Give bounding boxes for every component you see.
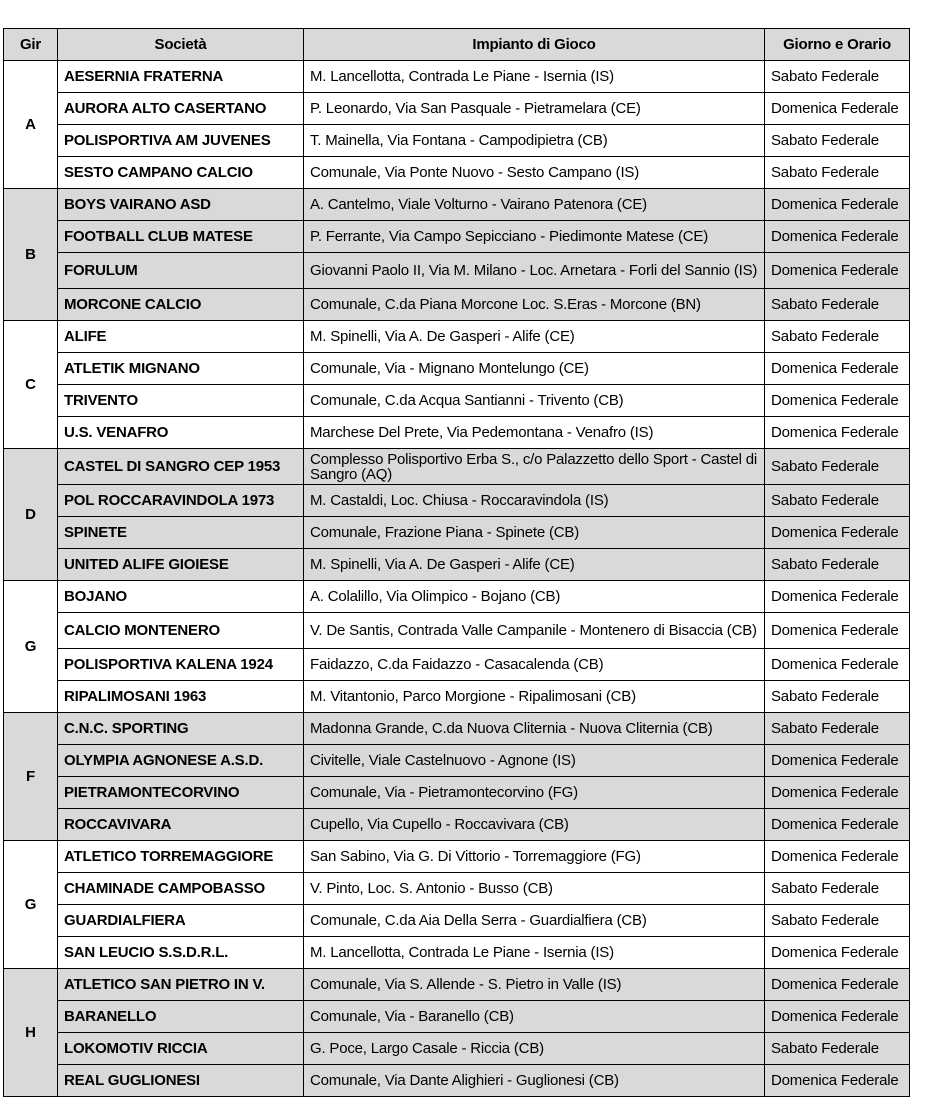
club-name: U.S. VENAFRO bbox=[58, 417, 304, 449]
venue-cell: Cupello, Via Cupello - Roccavivara (CB) bbox=[304, 809, 765, 841]
club-name: ALIFE bbox=[58, 321, 304, 353]
venue-cell: A. Colalillo, Via Olimpico - Bojano (CB) bbox=[304, 581, 765, 613]
venue-cell: M. Lancellotta, Contrada Le Piane - Isernia (IS) bbox=[304, 61, 765, 93]
venue-cell: Comunale, Via - Mignano Montelungo (CE) bbox=[304, 353, 765, 385]
club-name: BOYS VAIRANO ASD bbox=[58, 189, 304, 221]
club-name: SPINETE bbox=[58, 517, 304, 549]
match-day-cell: Domenica Federale bbox=[765, 777, 910, 809]
table-row bbox=[4, 613, 910, 649]
venue-cell: Comunale, Via - Pietramontecorvino (FG) bbox=[304, 777, 765, 809]
table-row bbox=[4, 157, 910, 189]
table-row bbox=[4, 649, 910, 681]
club-name: UNITED ALIFE GIOIESE bbox=[58, 549, 304, 581]
match-day-cell: Sabato Federale bbox=[765, 485, 910, 517]
table-row bbox=[4, 253, 910, 289]
match-day-cell: Sabato Federale bbox=[765, 905, 910, 937]
table-row bbox=[4, 289, 910, 321]
table-row bbox=[4, 385, 910, 417]
table-row bbox=[4, 581, 910, 613]
clubs-table bbox=[3, 28, 910, 1097]
venue-cell: Civitelle, Viale Castelnuovo - Agnone (IS) bbox=[304, 745, 765, 777]
venue-cell: Marchese Del Prete, Via Pedemontana - Venafro (IS) bbox=[304, 417, 765, 449]
club-name: PIETRAMONTECORVINO bbox=[58, 777, 304, 809]
table-row bbox=[4, 517, 910, 549]
table-row bbox=[4, 321, 910, 353]
venue-cell: Comunale, C.da Piana Morcone Loc. S.Eras - Morcone (BN) bbox=[304, 289, 765, 321]
venue-cell: Faidazzo, C.da Faidazzo - Casacalenda (CB) bbox=[304, 649, 765, 681]
club-name: GUARDIALFIERA bbox=[58, 905, 304, 937]
table-row bbox=[4, 61, 910, 93]
club-name: FOOTBALL CLUB MATESE bbox=[58, 221, 304, 253]
table-header-row bbox=[4, 29, 910, 61]
header-societa: Società bbox=[58, 29, 304, 61]
venue-cell: P. Ferrante, Via Campo Sepicciano - Piedimonte Matese (CE) bbox=[304, 221, 765, 253]
venue-cell: M. Castaldi, Loc. Chiusa - Roccaravindola (IS) bbox=[304, 485, 765, 517]
club-name: MORCONE CALCIO bbox=[58, 289, 304, 321]
table-row bbox=[4, 417, 910, 449]
club-name: RIPALIMOSANI 1963 bbox=[58, 681, 304, 713]
venue-cell: V. Pinto, Loc. S. Antonio - Busso (CB) bbox=[304, 873, 765, 905]
header-impianto: Impianto di Gioco bbox=[304, 29, 765, 61]
club-name: ATLETICO TORREMAGGIORE bbox=[58, 841, 304, 873]
match-day-cell: Sabato Federale bbox=[765, 681, 910, 713]
venue-cell: Madonna Grande, C.da Nuova Cliternia - Nuova Cliternia (CB) bbox=[304, 713, 765, 745]
club-name: SESTO CAMPANO CALCIO bbox=[58, 157, 304, 189]
group-label: G bbox=[4, 581, 58, 713]
club-name: OLYMPIA AGNONESE A.S.D. bbox=[58, 745, 304, 777]
match-day-cell: Domenica Federale bbox=[765, 385, 910, 417]
club-name: BOJANO bbox=[58, 581, 304, 613]
venue-cell: V. De Santis, Contrada Valle Campanile - Montenero di Bisaccia (CB) bbox=[304, 613, 765, 649]
venue-cell: Complesso Polisportivo Erba S., c/o Palazzetto dello Sport - Castel di Sangro (AQ) bbox=[304, 449, 765, 485]
match-day-cell: Domenica Federale bbox=[765, 517, 910, 549]
group-label: F bbox=[4, 713, 58, 841]
table-row bbox=[4, 905, 910, 937]
venue-cell: San Sabino, Via G. Di Vittorio - Torremaggiore (FG) bbox=[304, 841, 765, 873]
venue-cell: M. Lancellotta, Contrada Le Piane - Isernia (IS) bbox=[304, 937, 765, 969]
table-row bbox=[4, 809, 910, 841]
venue-cell: Comunale, Via Dante Alighieri - Guglionesi (CB) bbox=[304, 1065, 765, 1097]
club-name: CALCIO MONTENERO bbox=[58, 613, 304, 649]
match-day-cell: Domenica Federale bbox=[765, 649, 910, 681]
table-row bbox=[4, 485, 910, 517]
table-row bbox=[4, 873, 910, 905]
club-name: C.N.C. SPORTING bbox=[58, 713, 304, 745]
match-day-cell: Domenica Federale bbox=[765, 1065, 910, 1097]
club-name: SAN LEUCIO S.S.D.R.L. bbox=[58, 937, 304, 969]
table-row bbox=[4, 937, 910, 969]
club-name: ATLETIK MIGNANO bbox=[58, 353, 304, 385]
club-name: ATLETICO SAN PIETRO IN V. bbox=[58, 969, 304, 1001]
table-row bbox=[4, 713, 910, 745]
match-day-cell: Domenica Federale bbox=[765, 937, 910, 969]
header-gir: Gir bbox=[4, 29, 58, 61]
table-row bbox=[4, 745, 910, 777]
venue-cell: Comunale, C.da Aia Della Serra - Guardialfiera (CB) bbox=[304, 905, 765, 937]
match-day-cell: Domenica Federale bbox=[765, 221, 910, 253]
table-row bbox=[4, 221, 910, 253]
club-name: AESERNIA FRATERNA bbox=[58, 61, 304, 93]
venue-cell: P. Leonardo, Via San Pasquale - Pietramelara (CE) bbox=[304, 93, 765, 125]
match-day-cell: Domenica Federale bbox=[765, 353, 910, 385]
venue-cell: Giovanni Paolo II, Via M. Milano - Loc. Arnetara - Forli del Sannio (IS) bbox=[304, 253, 765, 289]
table-row bbox=[4, 93, 910, 125]
club-name: TRIVENTO bbox=[58, 385, 304, 417]
match-day-cell: Domenica Federale bbox=[765, 613, 910, 649]
venue-cell: Comunale, Via S. Allende - S. Pietro in Valle (IS) bbox=[304, 969, 765, 1001]
match-day-cell: Sabato Federale bbox=[765, 321, 910, 353]
venue-cell: Comunale, Frazione Piana - Spinete (CB) bbox=[304, 517, 765, 549]
match-day-cell: Domenica Federale bbox=[765, 1001, 910, 1033]
club-name: CASTEL DI SANGRO CEP 1953 bbox=[58, 449, 304, 485]
match-day-cell: Sabato Federale bbox=[765, 1033, 910, 1065]
match-day-cell: Sabato Federale bbox=[765, 449, 910, 485]
venue-cell: M. Vitantonio, Parco Morgione - Ripalimosani (CB) bbox=[304, 681, 765, 713]
club-name: BARANELLO bbox=[58, 1001, 304, 1033]
match-day-cell: Sabato Federale bbox=[765, 289, 910, 321]
table-row bbox=[4, 1065, 910, 1097]
venue-cell: G. Poce, Largo Casale - Riccia (CB) bbox=[304, 1033, 765, 1065]
table-row bbox=[4, 777, 910, 809]
table-row bbox=[4, 549, 910, 581]
header-giorno: Giorno e Orario bbox=[765, 29, 910, 61]
venue-cell: A. Cantelmo, Viale Volturno - Vairano Patenora (CE) bbox=[304, 189, 765, 221]
table-row bbox=[4, 449, 910, 485]
match-day-cell: Domenica Federale bbox=[765, 969, 910, 1001]
table-body bbox=[4, 61, 910, 1097]
venue-cell: T. Mainella, Via Fontana - Campodipietra (CB) bbox=[304, 125, 765, 157]
club-name: FORULUM bbox=[58, 253, 304, 289]
venue-cell: Comunale, Via Ponte Nuovo - Sesto Campano (IS) bbox=[304, 157, 765, 189]
match-day-cell: Domenica Federale bbox=[765, 841, 910, 873]
venue-cell: M. Spinelli, Via A. De Gasperi - Alife (CE) bbox=[304, 321, 765, 353]
table-row bbox=[4, 125, 910, 157]
match-day-cell: Domenica Federale bbox=[765, 809, 910, 841]
club-name: POLISPORTIVA KALENA 1924 bbox=[58, 649, 304, 681]
table-row bbox=[4, 1033, 910, 1065]
table-row bbox=[4, 1001, 910, 1033]
match-day-cell: Sabato Federale bbox=[765, 873, 910, 905]
match-day-cell: Sabato Federale bbox=[765, 157, 910, 189]
match-day-cell: Sabato Federale bbox=[765, 61, 910, 93]
table-row bbox=[4, 969, 910, 1001]
venue-cell: Comunale, Via - Baranello (CB) bbox=[304, 1001, 765, 1033]
match-day-cell: Domenica Federale bbox=[765, 581, 910, 613]
match-day-cell: Sabato Federale bbox=[765, 125, 910, 157]
match-day-cell: Domenica Federale bbox=[765, 417, 910, 449]
match-day-cell: Domenica Federale bbox=[765, 189, 910, 221]
club-name: CHAMINADE CAMPOBASSO bbox=[58, 873, 304, 905]
venue-cell: M. Spinelli, Via A. De Gasperi - Alife (CE) bbox=[304, 549, 765, 581]
match-day-cell: Sabato Federale bbox=[765, 549, 910, 581]
venue-cell: Comunale, C.da Acqua Santianni - Trivento (CB) bbox=[304, 385, 765, 417]
group-label: C bbox=[4, 321, 58, 449]
group-label: D bbox=[4, 449, 58, 581]
club-name: POLISPORTIVA AM JUVENES bbox=[58, 125, 304, 157]
match-day-cell: Domenica Federale bbox=[765, 253, 910, 289]
table-row bbox=[4, 189, 910, 221]
fixtures-document bbox=[3, 28, 909, 1097]
group-label: H bbox=[4, 969, 58, 1097]
club-name: AURORA ALTO CASERTANO bbox=[58, 93, 304, 125]
table-row bbox=[4, 681, 910, 713]
match-day-cell: Sabato Federale bbox=[765, 713, 910, 745]
table-row bbox=[4, 353, 910, 385]
club-name: REAL GUGLIONESI bbox=[58, 1065, 304, 1097]
club-name: ROCCAVIVARA bbox=[58, 809, 304, 841]
table-row bbox=[4, 841, 910, 873]
club-name: LOKOMOTIV RICCIA bbox=[58, 1033, 304, 1065]
group-label: B bbox=[4, 189, 58, 321]
group-label: A bbox=[4, 61, 58, 189]
match-day-cell: Domenica Federale bbox=[765, 93, 910, 125]
group-label: G bbox=[4, 841, 58, 969]
club-name: POL ROCCARAVINDOLA 1973 bbox=[58, 485, 304, 517]
match-day-cell: Domenica Federale bbox=[765, 745, 910, 777]
